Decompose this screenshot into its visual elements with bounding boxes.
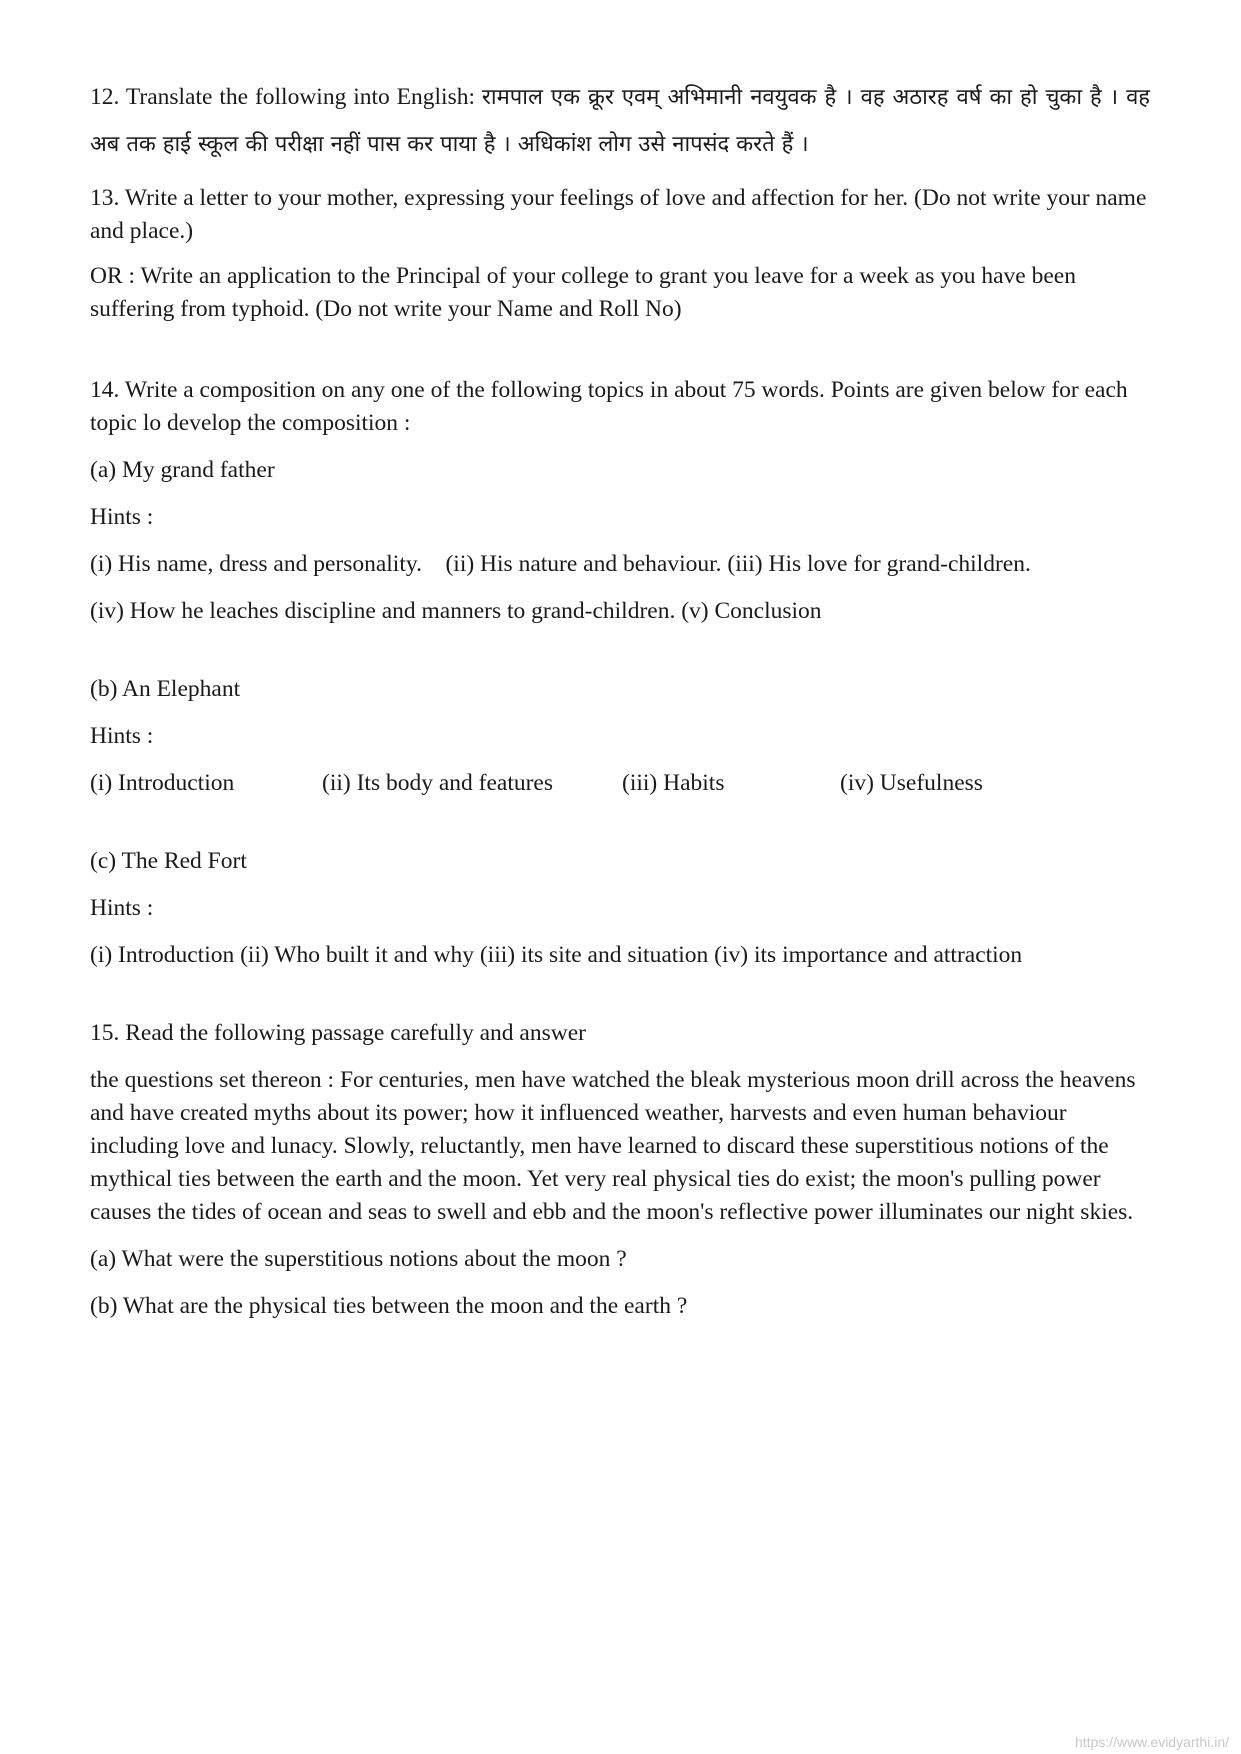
- question-13: 13. Write a letter to your mother, expressing your feelings of love and affection for her. (Do not write your name and place.): [90, 185, 1147, 244]
- question-paper: [90, 74, 1150, 1323]
- question-13-or: OR : Write an application to the Principal of your college to grant you leave for a week as you have been suffering from typhoid. (Do not write your Name and Roll No): [90, 263, 1076, 322]
- question-12: [90, 74, 1150, 168]
- topic-b-hint: (iv) Usefulness: [840, 770, 983, 796]
- topic-a-hints-line-2: (iv) How he leaches discipline and manners to grand-children. (v) Conclusion: [90, 598, 822, 624]
- question-12-prefix: 12. Translate the following into English:: [90, 84, 482, 110]
- website-watermark: https://www.evidyarthi.in/: [1074, 1734, 1229, 1750]
- topic-b-title: (b) An Elephant: [90, 676, 241, 702]
- topic-b-hint: (ii) Its body and features: [322, 770, 554, 796]
- question-12-hindi-text: रामपाल एक क्रूर एवम् अभिमानी नवयुवक है । वह अठारह वर्ष का हो चुका है । वह अब तक हाई स्कूल की परीक्षा नहीं पास कर पाया है । अधिकांश लोग उसे नापसंद करते हैं ।: [90, 85, 1150, 157]
- question-14-intro: 14. Write a composition on any one of the following topics in about 75 words. Points are given below for each topic lo develop the composition :: [90, 377, 1128, 436]
- question-15-a: (a) What were the superstitious notions about the moon ?: [90, 1246, 627, 1272]
- question-15-intro: 15. Read the following passage carefully and answer: [90, 1020, 586, 1046]
- topic-c-title: (c) The Red Fort: [90, 848, 247, 874]
- topic-b-hint: (iii) Habits: [622, 770, 725, 796]
- question-15-passage: the questions set thereon : For centuries, men have watched the bleak mysterious moon drill across the heavens and have created myths about its power; how it influenced weather, harvests and even human behaviour including love and lunacy. Slowly, reluctantly, men have learned to discard these superstitious notions of the mythical ties between the earth and the moon. Yet very real physical ties do exist; the moon's pulling power causes the tides of ocean and seas to swell and ebb and the moon's reflective power illuminates our night skies.: [90, 1067, 1136, 1225]
- topic-c-hints-line: (i) Introduction (ii) Who built it and why (iii) its site and situation (iv) its importance and attraction: [90, 942, 1023, 968]
- topic-a-title: (a) My grand father: [90, 457, 275, 483]
- question-15-b: (b) What are the physical ties between the moon and the earth ?: [90, 1293, 688, 1319]
- topic-b-hints-label: Hints :: [90, 723, 154, 749]
- topic-c-hints-label: Hints :: [90, 895, 154, 921]
- topic-a-hints-label: Hints :: [90, 504, 154, 530]
- topic-a-hints-line-1: (i) His name, dress and personality. (ii) His nature and behaviour. (iii) His love for grand-children.: [90, 551, 1031, 577]
- topic-b-hint: (i) Introduction: [90, 770, 235, 796]
- topic-b-hints: [90, 767, 1150, 800]
